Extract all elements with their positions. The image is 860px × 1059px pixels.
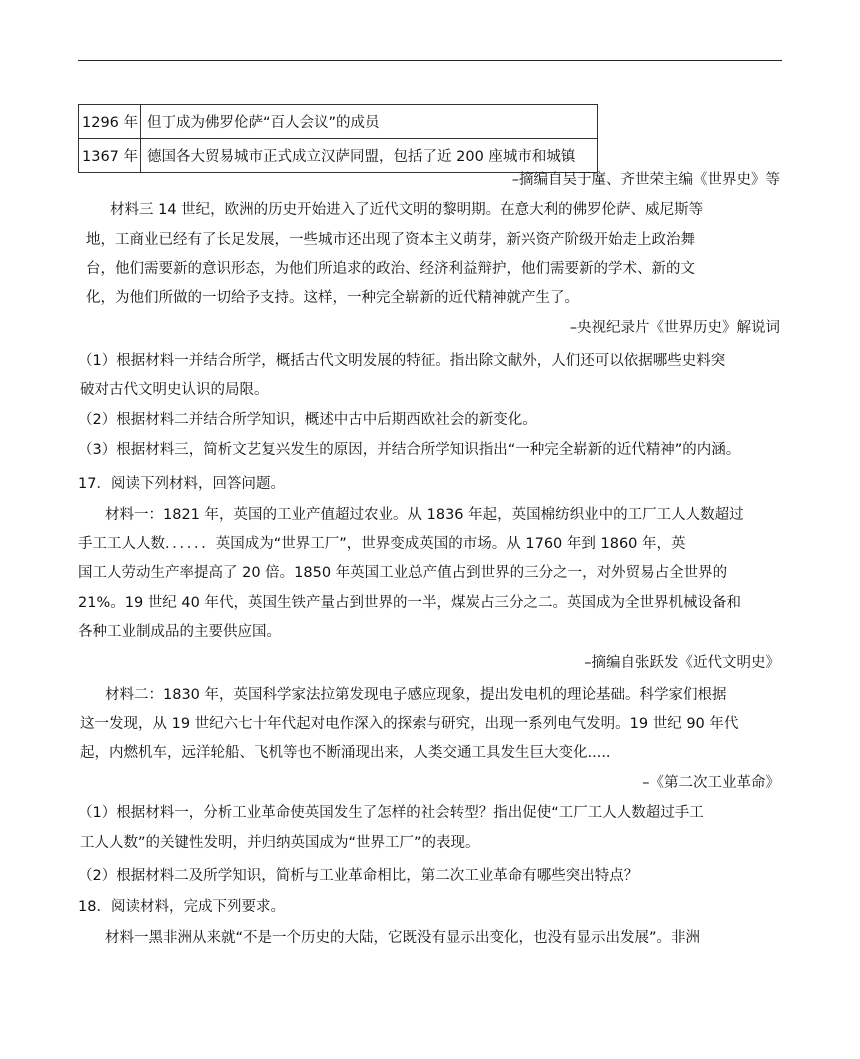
material3-line: 化，为他们所做的一切给予支持。这样，一种完全崭新的近代精神就产生了。 xyxy=(86,290,579,306)
material1-line: 各种工业制成品的主要供应国。 xyxy=(78,624,281,640)
material3-line: 地，工商业已经有了长足发展，一些城市还出现了资本主义萌芽，新兴资产阶级开始走上政治舞 xyxy=(86,232,695,248)
question-title: 17．阅读下列材料，回答问题。 xyxy=(78,476,285,492)
question-line: （1）根据材料一，分析工业革命使英国发生了怎样的社会转型？指出促使“工厂工人人数超过手工 xyxy=(78,805,704,821)
material1-line: 21%。19 世纪 40 年代，英国生铁产量占到世界的一半，煤炭占三分之二。英国成为全世界机械设备和 xyxy=(78,595,741,611)
material2-line: 起，内燃机车，远洋轮船、飞机等也不断涌现出来，人类交通工具发生巨大变化..... xyxy=(80,745,611,761)
material2-line: 这一发现，从 19 世纪六七十年代起对电作深入的探索与研究，出现一系列电气发明。19 世纪 90 年代 xyxy=(80,716,739,732)
source-citation: –摘编自张跃发《近代文明史》 xyxy=(584,655,780,671)
question-line: （1）根据材料一并结合所学，概括古代文明发展的特征。指出除文献外，人们还可以依据哪些史料突 xyxy=(78,353,726,369)
question-title: 18．阅读材料，完成下列要求。 xyxy=(78,899,285,915)
events-table xyxy=(78,104,598,173)
question-line: （2）根据材料二并结合所学知识，概述中古中后期西欧社会的新变化。 xyxy=(78,412,537,428)
question-line: （3）根据材料三，简析文艺复兴发生的原因，并结合所学知识指出“一种完全崭新的近代精神”的内涵。 xyxy=(78,442,741,458)
year-cell: 1367 年 xyxy=(79,139,141,173)
header-rule xyxy=(78,60,782,61)
material1-line: 材料一黑非洲从来就“不是一个历史的大陆，它既没有显示出变化，也没有显示出发展”。非洲 xyxy=(105,930,701,946)
table-row xyxy=(79,105,598,139)
material1-line: 国工人劳动生产率提高了 20 倍。1850 年英国工业总产值占到世界的三分之一，对外贸易占全世界的 xyxy=(78,565,728,581)
source-citation: –摘编自吴于廑、齐世荣主编《世界史》等 xyxy=(511,172,780,188)
material2-line: 材料二：1830 年，英国科学家法拉第发现电子感应现象，提出发电机的理论基础。科学家们根据 xyxy=(105,687,727,703)
table-row xyxy=(79,139,598,173)
material3-line: 台，他们需要新的意识形态，为他们所追求的政治、经济利益辩护，他们需要新的学术、新的文 xyxy=(86,261,695,277)
question-line: （2）根据材料二及所学知识，简析与工业革命相比，第二次工业革命有哪些突出特点？ xyxy=(78,868,639,884)
event-cell: 但丁成为佛罗伦萨“百人会议”的成员 xyxy=(141,105,598,139)
source-citation: –《第二次工业革命》 xyxy=(642,775,780,791)
event-cell: 德国各大贸易城市正式成立汉萨同盟，包括了近 200 座城市和城镇 xyxy=(141,139,598,173)
question-line: 破对古代文明史认识的局限。 xyxy=(80,382,269,398)
material3-line: 材料三 14 世纪，欧洲的历史开始进入了近代文明的黎明期。在意大利的佛罗伦萨、威尼斯等 xyxy=(110,202,704,218)
question-line: 工人人数”的关键性发明，并归纳英国成为“世界工厂”的表现。 xyxy=(80,835,480,851)
source-citation: –央视纪录片《世界历史》解说词 xyxy=(569,320,780,336)
year-cell: 1296 年 xyxy=(79,105,141,139)
material1-line: 手工工人人数．．．．．．英国成为“世界工厂”，世界变成英国的市场。从 1760 年到 1860 年，英 xyxy=(78,536,686,552)
material1-line: 材料一：1821 年，英国的工业产值超过农业。从 1836 年起，英国棉纺织业中的工厂工人人数超过 xyxy=(105,507,744,523)
